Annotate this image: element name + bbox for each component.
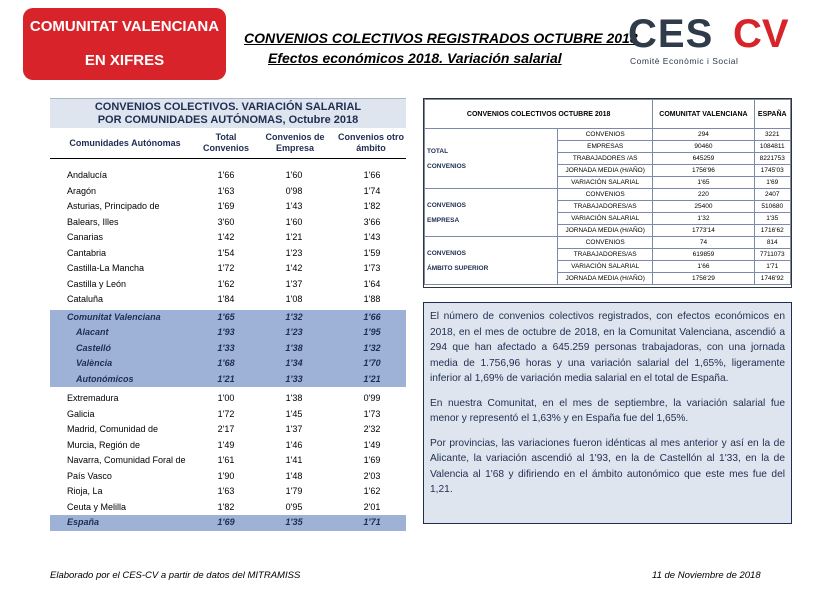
col-header-region: Comunidades Autónomas — [69, 138, 181, 148]
region-name: España — [67, 517, 100, 527]
logo-cv: CV — [733, 12, 789, 56]
table-row — [50, 325, 406, 341]
empresa-value: 1'48 — [285, 470, 303, 481]
region-name: Castelló — [76, 342, 112, 353]
espana-value: 1'71 — [754, 261, 791, 273]
espana-value: 814 — [754, 237, 791, 249]
empresa-value: 1'46 — [285, 439, 303, 450]
empresa-value: 1'60 — [285, 216, 303, 227]
regions-rows-group-b — [50, 387, 406, 515]
summary-metric: VARIACIÓN SALARIAL — [558, 261, 653, 273]
cv-value: 1'65 — [653, 177, 754, 189]
total-value: 1'63 — [217, 185, 235, 196]
empresa-value: 1'34 — [285, 358, 303, 368]
empresa-value: 1'38 — [285, 393, 303, 403]
region-name: Cataluña — [67, 294, 104, 304]
logo-ces: CES — [628, 12, 714, 56]
cv-value: 619859 — [653, 249, 754, 261]
table-row — [50, 184, 406, 200]
group-label-1: CONVENIOS — [427, 249, 467, 257]
group-label-2: CONVENIOS — [427, 162, 467, 170]
cv-value: 1'32 — [653, 213, 754, 225]
empresa-value: 1'41 — [285, 455, 303, 465]
summary-group-label — [425, 237, 558, 285]
otro-value: 1'73 — [363, 408, 381, 419]
cv-value: 25400 — [653, 201, 754, 213]
region-name: Rioja, La — [67, 486, 103, 496]
total-value: 1'72 — [217, 263, 235, 273]
table-row — [50, 372, 406, 388]
espana-value: 1716'62 — [754, 225, 791, 237]
empresa-value: 1'32 — [285, 311, 303, 322]
otro-value: 3'66 — [363, 216, 381, 227]
region-name: Andalucía — [67, 170, 108, 180]
empresa-value: 1'23 — [285, 247, 303, 258]
table-row — [50, 277, 406, 293]
otro-value: 0'99 — [363, 393, 381, 403]
empresa-value: 0'95 — [285, 501, 303, 512]
empresa-value: 1'21 — [285, 232, 303, 242]
total-value: 1'69 — [217, 517, 235, 527]
table-row — [50, 341, 406, 357]
region-name: Galicia — [67, 408, 95, 419]
espana-value: 1746'92 — [754, 273, 791, 285]
group-label-1: TOTAL — [427, 147, 449, 155]
region-name: Aragón — [67, 185, 97, 196]
group-label-1: CONVENIOS — [427, 201, 467, 209]
badge-line1: COMUNITAT VALENCIANA — [29, 18, 220, 35]
empresa-value: 1'43 — [285, 201, 303, 211]
total-value: 1'21 — [217, 373, 235, 384]
otro-value: 2'01 — [363, 501, 381, 512]
region-name: Balears, Illes — [67, 216, 119, 227]
otro-value: 1'32 — [363, 342, 381, 353]
table-row — [50, 438, 406, 454]
commentary-p3: Por provincias, las variaciones fueron idénticas al mes anterior y así en la de Alicante, la variación ascendió al 1'93, en la de Castellón al 1'33, en la de Valencia al 1'68 y difiriendo en el ámbito autonómico que este mes fue del 1,21. — [430, 437, 785, 495]
empresa-value: 1'08 — [285, 294, 303, 304]
total-value: 1'93 — [217, 327, 235, 337]
total-value: 1'63 — [217, 486, 235, 496]
table-row — [50, 391, 406, 407]
summary-metric: JORNADA MEDIA (H/AÑO) — [558, 273, 653, 285]
otro-value: 1'88 — [363, 294, 381, 304]
regions-table-title: CONVENIOS COLECTIVOS. VARIACIÓN SALARIAL — [94, 101, 362, 113]
empresa-value: 1'60 — [285, 170, 303, 180]
summary-col-header: ESPAÑA — [754, 100, 791, 129]
summary-header-row — [425, 100, 791, 129]
summary-metric: CONVENIOS — [558, 237, 653, 249]
empresa-value: 1'38 — [285, 342, 303, 353]
total-value: 1'54 — [217, 247, 235, 258]
table-row — [50, 469, 406, 485]
otro-value: 1'49 — [363, 439, 381, 450]
total-value: 1'84 — [217, 294, 235, 304]
valencia-rows — [50, 310, 406, 388]
espana-row — [50, 515, 406, 531]
otro-value: 1'82 — [363, 201, 381, 211]
otro-value: 1'43 — [363, 232, 381, 242]
date-note: 11 de Noviembre de 2018 — [652, 570, 761, 581]
otro-value: 1'71 — [363, 517, 381, 527]
espana-value: 2407 — [754, 189, 791, 201]
empresa-value: 1'33 — [285, 373, 303, 384]
empresa-value: 1'42 — [285, 263, 303, 273]
empresa-value: 1'45 — [285, 408, 303, 419]
commentary-box — [423, 302, 792, 524]
otro-value: 1'73 — [363, 263, 381, 273]
table-row — [50, 292, 406, 308]
summary-metric: CONVENIOS — [558, 129, 653, 141]
total-value: 1'82 — [217, 501, 235, 512]
summary-grid — [424, 99, 791, 285]
region-name: Madrid, Comunidad de — [67, 424, 159, 434]
page-title: CONVENIOS COLECTIVOS REGISTRADOS OCTUBRE 2018 — [244, 30, 638, 46]
espana-value: 3221 — [754, 129, 791, 141]
otro-value: 1'74 — [363, 185, 381, 196]
empresa-value: 1'35 — [285, 517, 303, 527]
table-row — [50, 422, 406, 438]
total-value: 1'61 — [217, 455, 235, 465]
region-name: Extremadura — [67, 393, 119, 403]
summary-table — [423, 98, 792, 288]
summary-metric: VARIACIÓN SALARIAL — [558, 213, 653, 225]
cescv-logo — [628, 14, 788, 66]
total-value: 3'60 — [217, 216, 235, 227]
table-row — [50, 356, 406, 372]
empresa-value: 1'79 — [285, 486, 303, 496]
empresa-value: 1'23 — [285, 327, 303, 337]
summary-metric: TRABAJADORES/AS — [558, 201, 653, 213]
cv-value: 294 — [653, 129, 754, 141]
region-name: Alacant — [76, 327, 109, 337]
table-row — [50, 484, 406, 500]
total-value: 2'17 — [217, 424, 235, 434]
summary-metric: TRABAJADORES/AS — [558, 249, 653, 261]
region-name: Castilla-La Mancha — [67, 263, 145, 273]
cv-value: 90460 — [653, 141, 754, 153]
total-value: 1'90 — [217, 470, 235, 481]
col-header-total: Total Convenios — [202, 132, 249, 153]
col-header-otro: Convenios otro ámbito — [338, 132, 405, 153]
total-value: 1'33 — [217, 342, 235, 353]
empresa-value: 1'37 — [285, 278, 303, 289]
total-value: 1'68 — [217, 358, 235, 368]
cv-value: 1'66 — [653, 261, 754, 273]
total-value: 1'69 — [217, 201, 235, 211]
region-name: Cantabria — [67, 247, 107, 258]
region-badge — [23, 8, 226, 80]
summary-row — [425, 189, 791, 201]
summary-row — [425, 129, 791, 141]
otro-value: 2'03 — [363, 470, 381, 481]
table-row — [50, 215, 406, 231]
total-value: 1'42 — [217, 232, 235, 242]
page-subtitle: Efectos económicos 2018. Variación salarial — [268, 50, 562, 66]
cv-value: 1756'29 — [653, 273, 754, 285]
empresa-value: 1'37 — [285, 424, 303, 434]
regions-column-headers — [50, 128, 406, 159]
espana-value: 1'69 — [754, 177, 791, 189]
espana-value: 7711073 — [754, 249, 791, 261]
region-name: País Vasco — [67, 470, 112, 481]
table-row — [50, 310, 406, 326]
otro-value: 1'70 — [363, 358, 381, 368]
regions-table-header — [50, 98, 406, 128]
col-header-empresa: Convenios de Empresa — [265, 132, 325, 153]
espana-value: 1745'03 — [754, 165, 791, 177]
total-value: 1'00 — [217, 393, 235, 403]
logo-subtitle: Comitè Econòmic i Social — [630, 56, 739, 66]
cv-value: 1773'14 — [653, 225, 754, 237]
summary-metric: JORNADA MEDIA (H/AÑO) — [558, 225, 653, 237]
otro-value: 1'95 — [363, 327, 381, 337]
empresa-value: 0'98 — [285, 185, 303, 196]
group-label-2: EMPRESA — [427, 216, 460, 224]
table-row — [50, 199, 406, 215]
region-name: Murcia, Región de — [67, 439, 141, 450]
badge-line2: EN XIFRES — [84, 52, 165, 69]
otro-value: 1'66 — [363, 311, 381, 322]
espana-value: 1084811 — [754, 141, 791, 153]
cv-value: 645259 — [653, 153, 754, 165]
otro-value: 1'66 — [363, 170, 381, 180]
region-name: Comunitat Valenciana — [67, 311, 161, 322]
summary-metric: VARIACIÓN SALARIAL — [558, 177, 653, 189]
summary-metric: EMPRESAS — [558, 141, 653, 153]
summary-col-header: COMUNITAT VALENCIANA — [653, 100, 754, 129]
region-name: Ceuta y Melilla — [67, 501, 127, 512]
total-value: 1'62 — [217, 278, 235, 289]
region-name: Canarias — [67, 232, 104, 242]
total-value: 1'72 — [217, 408, 235, 419]
region-name: Castilla y León — [67, 278, 127, 289]
otro-value: 2'32 — [363, 424, 381, 434]
total-value: 1'49 — [217, 439, 235, 450]
table-row — [50, 453, 406, 469]
otro-value: 1'21 — [363, 373, 381, 384]
region-name: Asturias, Principado de — [67, 201, 160, 211]
region-name: Autonómicos — [76, 373, 134, 384]
summary-row — [425, 237, 791, 249]
summary-group-label — [425, 189, 558, 237]
summary-metric: CONVENIOS — [558, 189, 653, 201]
summary-group-label — [425, 129, 558, 189]
cv-value: 74 — [653, 237, 754, 249]
table-row — [50, 261, 406, 277]
cv-value: 1756'96 — [653, 165, 754, 177]
summary-metric: TRABAJADORES /AS — [558, 153, 653, 165]
regions-table — [50, 98, 406, 531]
table-row — [50, 246, 406, 262]
table-row — [50, 407, 406, 423]
total-value: 1'66 — [217, 170, 235, 180]
region-name: València — [76, 358, 113, 368]
espana-value: 510680 — [754, 201, 791, 213]
otro-value: 1'62 — [363, 486, 381, 496]
source-note: Elaborado por el CES-CV a partir de datos del MITRAMISS — [50, 570, 301, 581]
region-name: Navarra, Comunidad Foral de — [67, 455, 186, 465]
summary-metric: JORNADA MEDIA (H/AÑO) — [558, 165, 653, 177]
summary-col-header: CONVENIOS COLECTIVOS OCTUBRE 2018 — [425, 100, 653, 129]
espana-value: 8221753 — [754, 153, 791, 165]
table-row — [50, 168, 406, 184]
table-row — [50, 500, 406, 516]
espana-value: 1'35 — [754, 213, 791, 225]
otro-value: 1'64 — [363, 278, 381, 289]
table-row — [50, 230, 406, 246]
cv-value: 220 — [653, 189, 754, 201]
total-value: 1'65 — [217, 311, 235, 322]
group-label-2: ÁMBITO SUPERIOR — [427, 264, 489, 272]
otro-value: 1'59 — [363, 247, 381, 258]
regions-table-subtitle: POR COMUNIDADES AUTÓNOMAS, Octubre 2018 — [97, 114, 359, 126]
otro-value: 1'69 — [363, 455, 381, 465]
commentary-p1: El número de convenios colectivos registrados, con efectos económicos en 2018, en el mes de octubre de 2018, en la Comunitat Valenciana, ascendió a 294 que han afectado a 645.259 personas trabajadoras, con una jornada media de 1.756,96 horas y una variación salarial del 1,65%, ligeramente inferior al 1,69% de variación media salarial en el total de España. — [430, 311, 785, 384]
regions-rows-group-a — [50, 159, 406, 308]
commentary-p2: En nuestra Comunitat, en el mes de septiembre, la variación salarial fue menor y representó el 1,63% y en España fue del 1,65%. — [430, 397, 785, 424]
